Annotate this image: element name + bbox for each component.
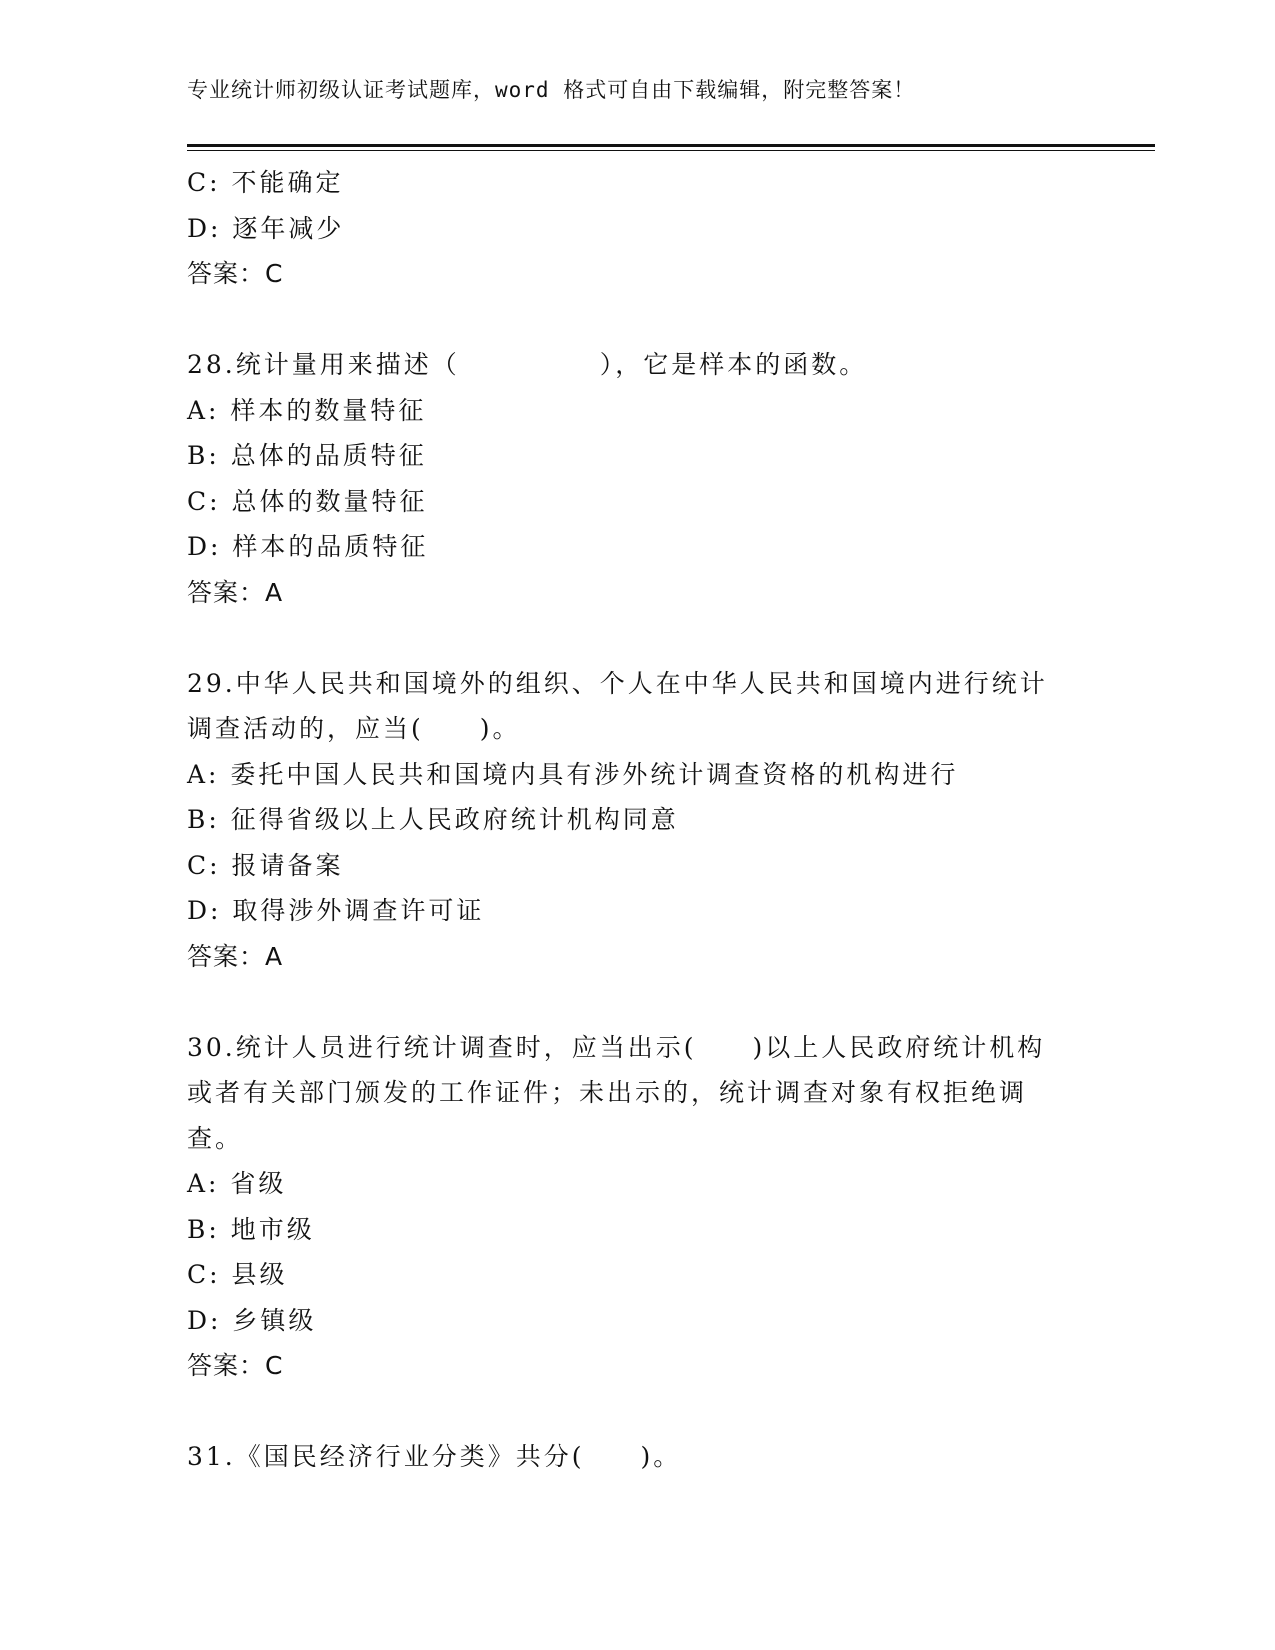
header-rule-thick: [187, 144, 1155, 147]
option-line: C: 总体的数量特征: [187, 486, 428, 516]
question-stem: 或者有关部门颁发的工作证件；未出示的，统计调查对象有权拒绝调: [187, 1078, 1028, 1107]
option-line: D: 逐年减少: [187, 213, 345, 243]
answer-line: 答案：C: [187, 1351, 284, 1380]
option-line: D: 取得涉外调查许可证: [187, 896, 485, 925]
answer-line: 答案：C: [187, 259, 284, 288]
option-line: C: 不能确定: [187, 168, 344, 197]
question-content: [187, 160, 1077, 1480]
option-line: C: 报请备案: [187, 850, 344, 880]
question-stem: 31.《国民经济行业分类》共分( )。: [187, 1442, 682, 1471]
page-header: 专业统计师初级认证考试题库，word 格式可自由下载编辑，附完整答案！: [187, 78, 916, 102]
question-stem: 查。: [187, 1123, 244, 1153]
option-line: B: 地市级: [187, 1214, 315, 1244]
question-stem: 调查活动的，应当( )。: [187, 714, 521, 743]
spacer: [187, 297, 1077, 343]
spacer: [187, 979, 1077, 1025]
option-line: B: 总体的品质特征: [187, 441, 427, 470]
option-line: A: 样本的数量特征: [187, 395, 427, 425]
question-stem: 30.统计人员进行统计调查时，应当出示( )以上人民政府统计机构: [187, 1032, 1046, 1062]
answer-line: 答案：A: [187, 577, 284, 607]
option-line: C: 县级: [187, 1260, 288, 1289]
spacer: [187, 615, 1077, 661]
option-line: B: 征得省级以上人民政府统计机构同意: [187, 805, 679, 834]
question-stem: 29.中华人民共和国境外的组织、个人在中华人民共和国境内进行统计: [187, 668, 1048, 698]
header-rule-thin: [187, 150, 1155, 151]
option-line: D: 样本的品质特征: [187, 532, 429, 561]
question-stem: 28.统计量用来描述（ ），它是样本的函数。: [187, 350, 868, 379]
option-line: A: 委托中国人民共和国境内具有涉外统计调查资格的机构进行: [187, 759, 959, 789]
option-line: D: 乡镇级: [187, 1305, 317, 1335]
spacer: [187, 1389, 1077, 1435]
answer-line: 答案：A: [187, 941, 284, 971]
option-line: A: 省级: [187, 1169, 287, 1198]
